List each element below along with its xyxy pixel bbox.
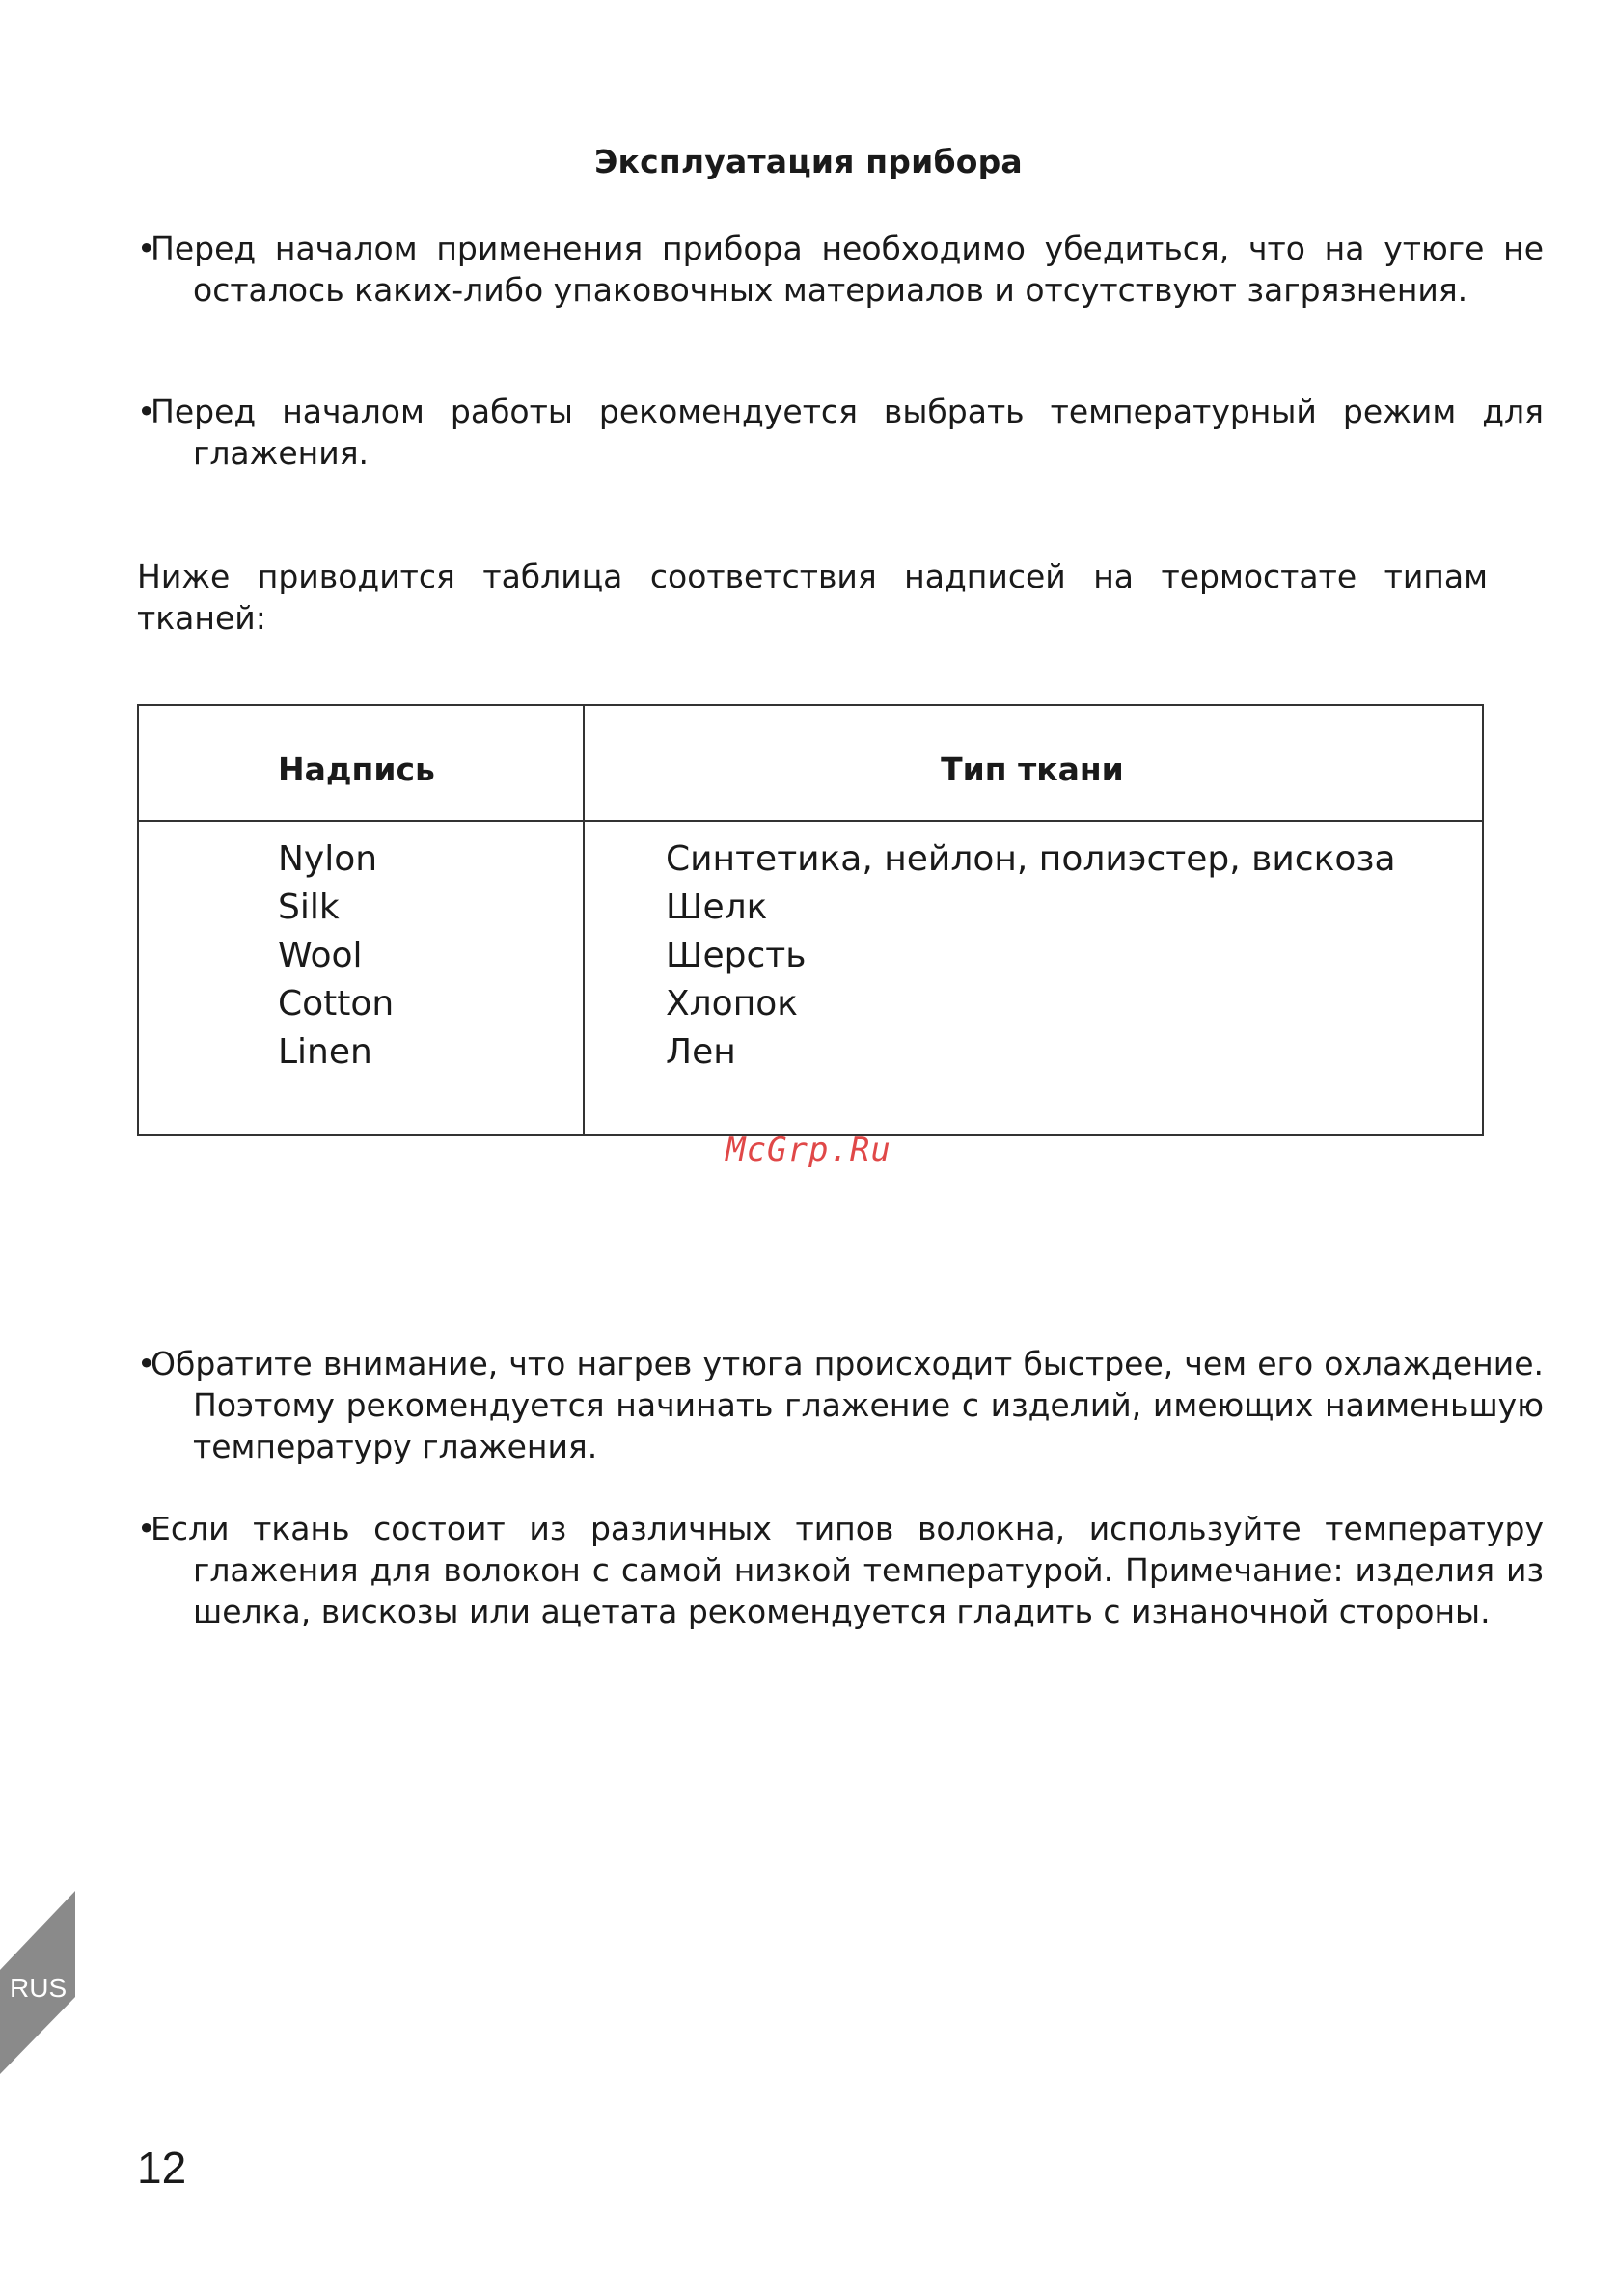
language-tab [0, 1891, 75, 2074]
page-title: Эксплуатация прибора [594, 143, 1023, 180]
paragraph-2 [137, 391, 1544, 474]
paragraph-3: Ниже приводится таблица соответствия надписей на термостате типам тканей: [137, 558, 1488, 637]
table-type-column [666, 835, 1396, 1077]
table-cell-label: Wool [278, 936, 363, 975]
table-header-label: Надпись [278, 751, 435, 788]
paragraph-5 [137, 1508, 1544, 1632]
bullet-glyph: • [137, 1510, 156, 1547]
table-cell-fabric-type: Шерсть [666, 936, 807, 975]
paragraph-4 [137, 1343, 1544, 1467]
bullet-glyph: • [137, 1345, 156, 1382]
bullet-glyph: • [137, 230, 156, 267]
paragraph-4-text: Обратите внимание, что нагрев утюга происходит быстрее, чем его охлаждение. Поэтому рекомендуется начинать глажение с изделий, имеющих наименьшую температуру глажения. [151, 1345, 1544, 1465]
watermark: McGrp.Ru [726, 1131, 891, 1169]
fabric-table [137, 704, 1484, 1136]
paragraph-5-text: Если ткань состоит из различных типов волокна, используйте температуру глажения для волокон с самой низкой температурой. Примечание: изделия из шелка, вискозы или ацетата рекомендуется гладить с изнаночной стороны. [151, 1510, 1544, 1630]
paragraph-2-text: Перед началом работы рекомендуется выбрать температурный режим для глажения. [151, 393, 1544, 472]
table-header-divider [139, 820, 1482, 822]
table-cell-label: Nylon [278, 839, 378, 879]
table-cell-fabric-type: Лен [666, 1032, 736, 1072]
table-cell-label: Silk [278, 888, 340, 927]
table-cell-label: Linen [278, 1032, 372, 1072]
table-cell-fabric-type: Шелк [666, 888, 768, 927]
table-header-fabric-type: Тип ткани [941, 751, 1124, 788]
table-cell-fabric-type: Синтетика, нейлон, полиэстер, вискоза [666, 839, 1396, 879]
bullet-glyph: • [137, 393, 156, 430]
page-number: 12 [137, 2143, 187, 2193]
table-cell-fabric-type: Хлопок [666, 984, 799, 1024]
language-label: RUS [10, 1973, 68, 2003]
table-label-column [278, 835, 394, 1077]
paragraph-1-text: Перед началом применения прибора необходимо убедиться, что на утюге не осталось каких-либо упаковочных материалов и отсутствуют загрязнения. [151, 230, 1544, 309]
table-cell-label: Cotton [278, 984, 395, 1024]
paragraph-1 [137, 228, 1544, 311]
